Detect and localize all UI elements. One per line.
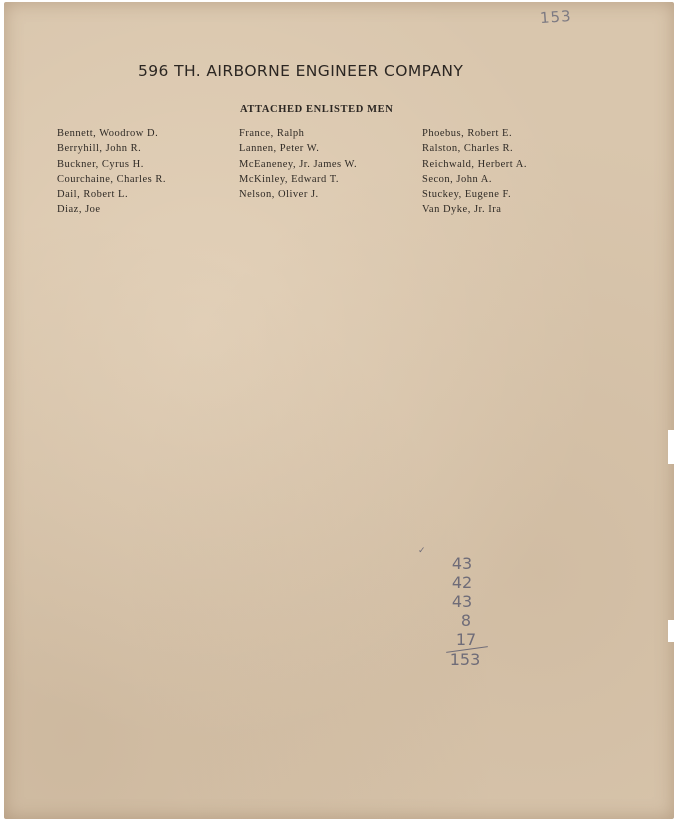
- roster-name: McKinley, Edward T.: [239, 173, 339, 185]
- handwritten-page-number: 153: [539, 6, 573, 28]
- roster-name: Phoebus, Robert E.: [422, 128, 513, 139]
- name-column-3: [422, 126, 527, 218]
- roster-name: Secon, John A.: [422, 173, 492, 185]
- tally-figure: 42: [451, 573, 473, 592]
- page-title: 596 TH. AIRBORNE ENGINEER COMPANY: [138, 62, 464, 80]
- tally-figure: 43: [451, 592, 473, 611]
- roster-name: Stuckey, Eugene F.: [422, 189, 512, 201]
- handwritten-tick-mark: ✓: [418, 546, 426, 556]
- roster-name: Buckner, Cyrus H.: [57, 158, 144, 170]
- roster-name: Nelson, Oliver J.: [239, 189, 319, 201]
- roster-name: Ralston, Charles R.: [422, 143, 514, 155]
- roster-name: Diaz, Joe: [57, 204, 101, 216]
- tally-figure: 17: [455, 630, 477, 649]
- section-heading: ATTACHED ENLISTED MEN: [240, 104, 394, 115]
- roster-name: France, Ralph: [239, 128, 305, 139]
- roster-name: Bennett, Woodrow D.: [57, 128, 159, 139]
- roster-name: Reichwald, Herbert A.: [422, 158, 527, 170]
- tally-figure: 43: [451, 554, 473, 573]
- paper-edge-tear: [668, 620, 674, 642]
- tally-figure: 8: [460, 611, 472, 630]
- roster-name: McEaneney, Jr. James W.: [239, 158, 358, 170]
- name-column-1: [57, 126, 166, 218]
- roster-name: Lannen, Peter W.: [239, 143, 320, 155]
- roster-name: Berryhill, John R.: [57, 143, 142, 155]
- paper-edge-tear: [668, 430, 674, 464]
- name-column-2: [239, 126, 357, 202]
- roster-name: Dail, Robert L.: [57, 189, 129, 201]
- handwritten-tally: [432, 554, 492, 669]
- document-page: [4, 2, 674, 819]
- roster-name: Van Dyke, Jr. Ira: [422, 204, 502, 216]
- tally-total: 153: [449, 650, 481, 669]
- roster-name: Courchaine, Charles R.: [57, 173, 166, 185]
